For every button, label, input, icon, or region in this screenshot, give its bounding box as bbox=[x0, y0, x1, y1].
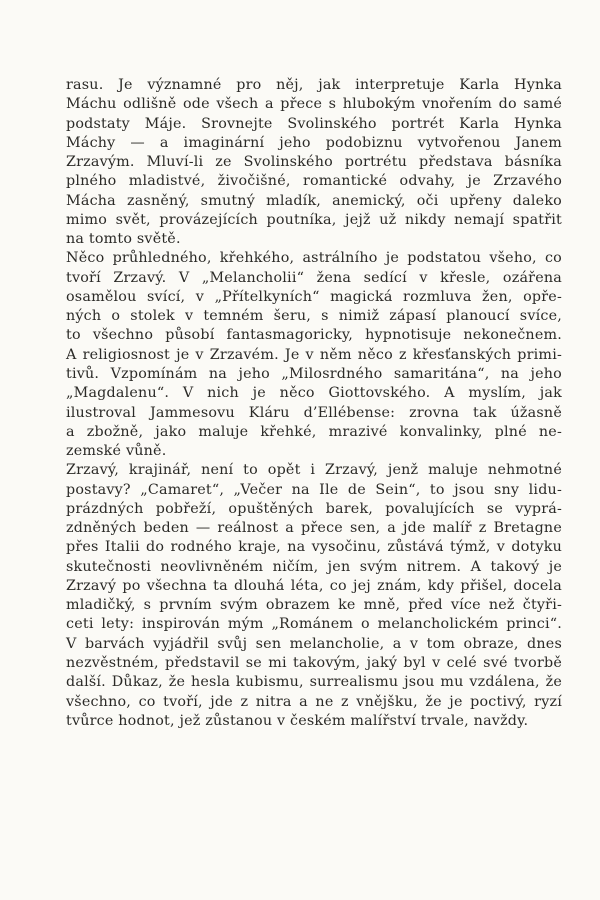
body-text bbox=[66, 76, 562, 731]
text-line: plného mladistvé, živočišné, romantické odvahy, je Zrzavého bbox=[66, 173, 562, 190]
text-line: nezvěstném, představil se mi takovým, jaký byl v celé své tvorbě bbox=[66, 654, 562, 671]
text-line: mimo svět, provázejících poutníka, jejž už nikdy nemají spatřit bbox=[66, 211, 562, 228]
text-line: zdněných beden — reálnost a přece sen, a jde malíř z Bretagne bbox=[66, 520, 562, 537]
text-line: Zrzavým. Mluví-li ze Svolinského portrétu představa básníka bbox=[66, 154, 562, 171]
text-line: Mácha zasněný, smutný mladík, anemický, oči upřeny daleko bbox=[66, 192, 562, 209]
text-line: další. Důkaz, že hesla kubismu, surrealismu jsou mu vzdálena, že bbox=[66, 674, 562, 691]
text-line: osamělou svící, v „Přítelkyních“ magická rozmluva žen, opře- bbox=[66, 288, 562, 305]
text-line: Máchu odlišně ode všech a přece s hlubokým vnořením do samé bbox=[66, 96, 562, 113]
text-line: Máchy — a imaginární jeho podobiznu vytvořenou Janem bbox=[66, 134, 562, 151]
text-line: na tomto světě. bbox=[66, 231, 181, 248]
text-line: „Magdalenu“. V nich je něco Giottovského. A myslím, jak bbox=[66, 385, 562, 402]
text-line: postavy? „Camaret“, „Večer na Ile de Sein“, to jsou sny lidu- bbox=[66, 481, 562, 498]
text-line: Něco průhledného, křehkého, astrálního je podstatou všeho, co bbox=[66, 250, 562, 267]
text-line: A religiosnost je v Zrzavém. Je v něm něco z křesťanských primi- bbox=[66, 346, 562, 363]
text-line: prázdných pobřeží, opuštěných barek, povalujících se vyprá- bbox=[66, 500, 562, 517]
text-line: a zbožně, jako maluje křehké, mrazivé konvalinky, plné ne- bbox=[66, 423, 562, 440]
text-line: tvůrce hodnot, jež zůstanou v českém malířství trvale, navždy. bbox=[66, 712, 529, 729]
text-line: V barvách vyjádřil svůj sen melancholie, a v tom obraze, dnes bbox=[66, 635, 562, 652]
text-line: všechno, co tvoří, jde z nitra a ne z vnějšku, že je poctivý, ryzí bbox=[66, 693, 562, 710]
text-line: rasu. Je významné pro něj, jak interpretuje Karla Hynka bbox=[66, 77, 562, 93]
text-line: tivů. Vzpomínám na jeho „Milosrdného samaritána“, na jeho bbox=[66, 365, 562, 382]
text-line: Zrzavý po všechna ta dlouhá léta, co jej znám, kdy přišel, docela bbox=[66, 577, 562, 594]
text-line: ceti lety: inspirován mým „Románem o melancholickém princi“. bbox=[66, 616, 562, 633]
text-line: podstaty Máje. Srovnejte Svolinského portrét Karla Hynka bbox=[66, 115, 562, 132]
text-line: ilustroval Jammesovu Kláru d’Ellébense: zrovna tak úžasně bbox=[66, 404, 562, 421]
text-line: ných o stolek v temném šeru, s nimiž zápasí planoucí svíce, bbox=[66, 308, 562, 325]
text-line: skutečnosti neovlivněném ničím, jen svým nitrem. A takový je bbox=[66, 558, 562, 575]
text-line: to všechno působí fantasmagoricky, hypnotisuje nekonečnem. bbox=[66, 327, 562, 344]
text-line: Zrzavý, krajinář, není to opět i Zrzavý, jenž maluje nehmotné bbox=[66, 462, 562, 479]
text-line: zemské vůně. bbox=[66, 443, 167, 460]
text-line: přes Italii do rodného kraje, na vysočinu, zůstává týmž, v dotyku bbox=[66, 539, 562, 556]
text-line: mladičký, s prvním svým obrazem ke mně, před více než čtyři- bbox=[66, 597, 562, 614]
text-line: tvoří Zrzavý. V „Melancholii“ žena sedící v křesle, ozářena bbox=[66, 269, 562, 286]
